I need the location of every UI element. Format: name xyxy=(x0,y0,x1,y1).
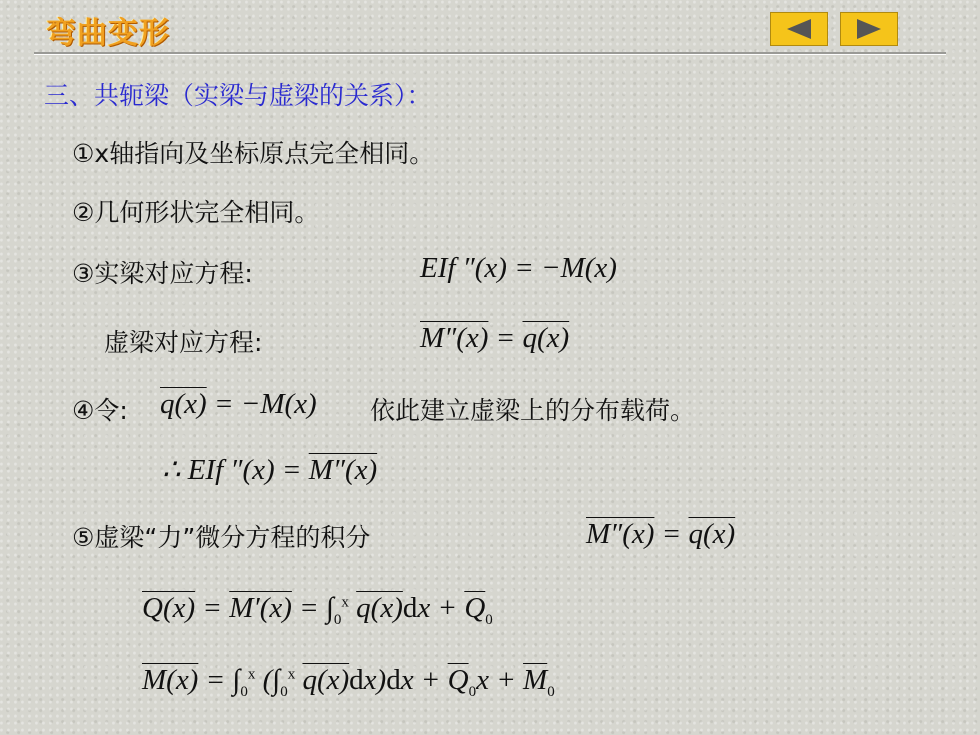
logo: 弯曲变形 xyxy=(46,16,170,51)
prev-icon xyxy=(787,19,811,39)
item-3-label: ③实梁对应方程: xyxy=(72,259,253,288)
slide-nav xyxy=(770,12,898,46)
prev-button[interactable] xyxy=(770,12,828,46)
therefore-equation: ∴ EIf ″(x) = M″(x) xyxy=(162,454,378,486)
shear-integral-equation: $Q(x) = M'(x) = \int_0^x$ $q(x)dx + \overline{Q}_0$ xyxy=(142,592,493,628)
item-2: ②几何形状完全相同。 xyxy=(72,198,320,227)
next-button[interactable] xyxy=(840,12,898,46)
virtual-beam-equation: M″(x) = q(x) xyxy=(420,322,570,354)
item-5-label: ⑤虚梁“力”微分方程的积分 xyxy=(72,523,371,552)
item-1: ①x轴指向及坐标原点完全相同。 xyxy=(72,139,435,168)
moment-integral-equation: $M(x) = \int_0^x$ ($\int_0^x$ $q(x)dx)dx + \overline{Q}_0x + \overline{M}_0$ xyxy=(142,664,555,700)
header-rule xyxy=(34,52,946,55)
section-heading: 三、共轭梁（实梁与虚梁的关系）： xyxy=(44,81,432,110)
item-4-prefix: ④令: xyxy=(72,396,128,425)
real-beam-equation: EIf ″(x) = −M(x) xyxy=(420,252,617,284)
next-icon xyxy=(857,19,881,39)
load-definition-equation: q(x) = −M(x) xyxy=(160,388,317,420)
item-4-suffix: 依此建立虚梁上的分布载荷。 xyxy=(370,396,696,425)
item-3b-label: 虚梁对应方程: xyxy=(104,328,263,357)
virtual-force-equation: M″(x) = q(x) xyxy=(586,518,736,550)
